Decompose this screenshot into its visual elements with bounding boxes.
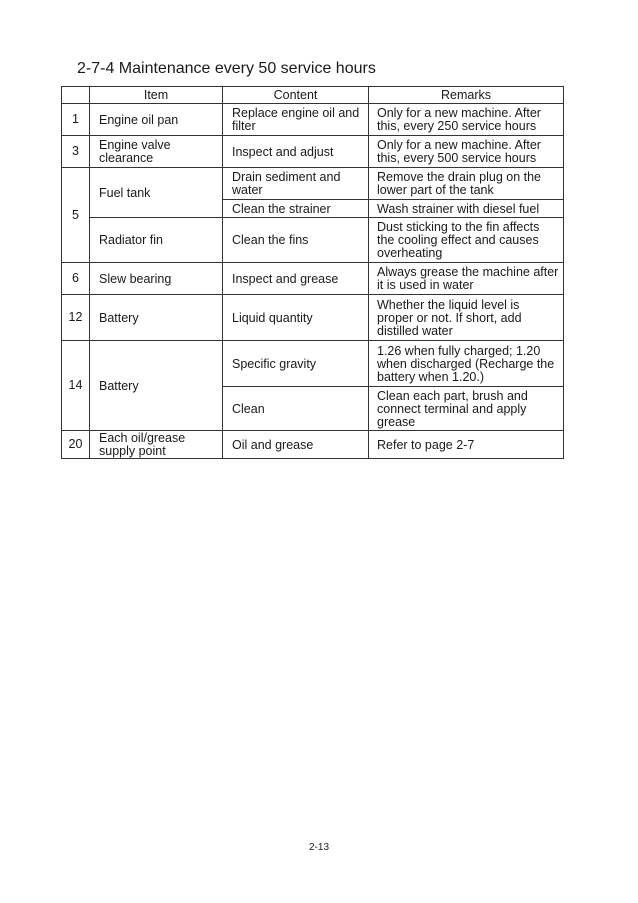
row-remarks: Wash strainer with diesel fuel [369,200,564,218]
row-number: 6 [62,263,90,295]
header-content: Content [223,87,369,104]
row-content: Clean [223,387,369,431]
row-remarks: 1.26 when fully charged; 1.20 when discharged (Recharge the battery when 1.20.) [369,341,564,387]
table-row [62,431,564,459]
row-remarks: Always grease the machine after it is used in water [369,263,564,295]
row-item: Radiator fin [90,218,223,263]
row-remarks: Whether the liquid level is proper or not. If short, add distilled water [369,295,564,341]
row-remarks: Refer to page 2-7 [369,431,564,459]
row-item: Each oil/grease supply point [90,431,223,459]
table-row [62,168,564,200]
row-item: Battery [90,295,223,341]
maintenance-table [61,86,564,459]
table-row [62,263,564,295]
row-content: Oil and grease [223,431,369,459]
row-content: Clean the strainer [223,200,369,218]
row-item: Fuel tank [90,168,223,218]
page-number: 2-13 [308,842,329,853]
row-remarks: Remove the drain plug on the lower part of the tank [369,168,564,200]
row-item: Battery [90,341,223,431]
table-row [62,341,564,387]
row-item: Slew bearing [90,263,223,295]
header-no [62,87,90,104]
header-item: Item [90,87,223,104]
header-remarks: Remarks [369,87,564,104]
row-remarks: Clean each part, brush and connect terminal and apply grease [369,387,564,431]
row-content: Inspect and grease [223,263,369,295]
row-content: Clean the fins [223,218,369,263]
row-remarks: Only for a new machine. After this, every 500 service hours [369,136,564,168]
row-number: 14 [62,341,90,431]
section-title: 2-7-4 Maintenance every 50 service hours [77,60,376,77]
row-content: Inspect and adjust [223,136,369,168]
row-remarks: Only for a new machine. After this, every 250 service hours [369,104,564,136]
row-number: 5 [62,168,90,263]
row-content: Specific gravity [223,341,369,387]
table-row [62,136,564,168]
row-content: Liquid quantity [223,295,369,341]
row-number: 1 [62,104,90,136]
row-remarks: Dust sticking to the fin affects the cooling effect and causes overheating [369,218,564,263]
row-content: Drain sediment and water [223,168,369,200]
row-number: 3 [62,136,90,168]
table-header-row [62,87,564,104]
table-row [62,218,564,263]
row-number: 20 [62,431,90,459]
row-content: Replace engine oil and filter [223,104,369,136]
row-number: 12 [62,295,90,341]
table-row [62,295,564,341]
row-item: Engine valve clearance [90,136,223,168]
row-item: Engine oil pan [90,104,223,136]
table-row [62,104,564,136]
